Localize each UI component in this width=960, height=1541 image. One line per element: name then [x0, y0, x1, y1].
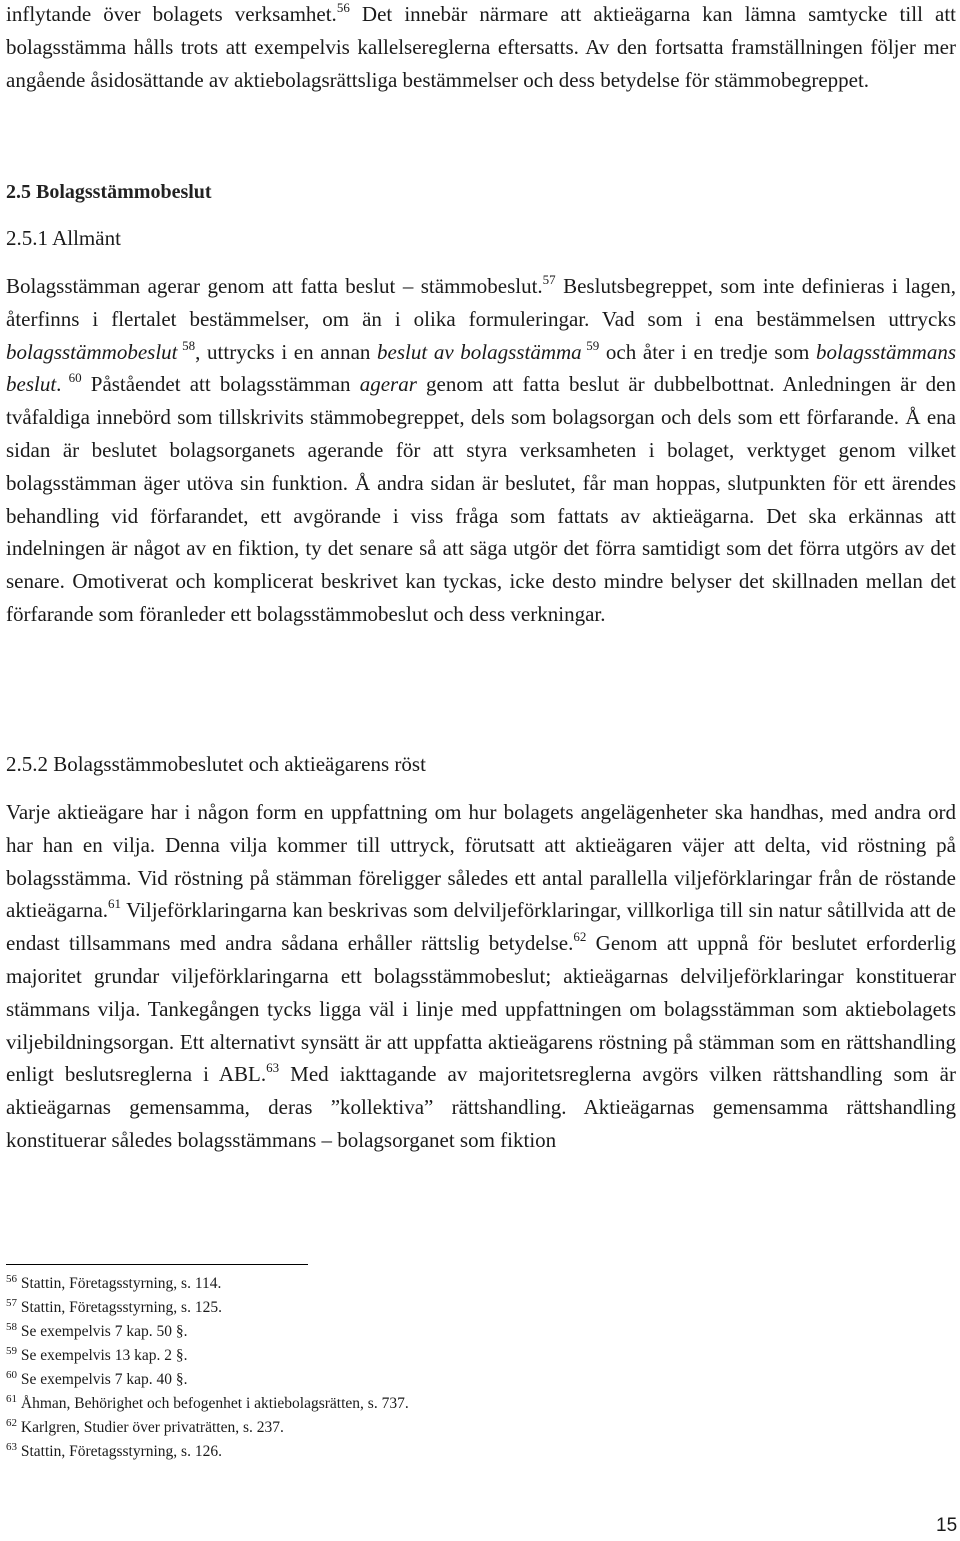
footnote-ref-56: 56 — [336, 0, 350, 15]
footnote — [6, 1440, 409, 1464]
text-run: Påståendet att bolagsstämman — [81, 372, 360, 397]
paragraph-continuation — [6, 0, 956, 96]
text-run: , uttrycks i en annan — [195, 339, 378, 364]
footnote-ref-58: 58 — [177, 337, 196, 353]
subsection-heading-allmant: 2.5.1 Allmänt — [6, 226, 121, 250]
footnote — [6, 1392, 409, 1416]
footnote-ref-61: 61 — [108, 896, 122, 912]
footnote — [6, 1272, 409, 1296]
text-run: . — [56, 372, 62, 397]
paragraph-rost — [6, 796, 956, 1157]
footnote-ref-57: 57 — [542, 272, 556, 287]
footnote-number: 59 — [6, 1345, 17, 1357]
text-run: Det innebär närmare att aktieägarna kan lämna samtycke till att bolagsstämma hålls trots att exempelvis kallelsereglerna eftersatts. Av den fortsatta framställningen följer mer angående åsidosättande av aktiebolagsrättsliga bestämmelser och dess betydelse för stämmobegreppet. — [6, 2, 956, 92]
text-run: Beslutsbegreppet, som inte definieras i lagen, återfinns i flertalet bestämmelser, om än i olika formuleringar. Vad som i ena bestämmelsen uttrycks — [6, 274, 957, 331]
footnotes — [6, 1272, 409, 1464]
footnote-ref-62: 62 — [573, 929, 587, 945]
footnote-number: 63 — [6, 1441, 17, 1453]
footnote-ref-59: 59 — [581, 337, 600, 353]
subsection-heading-rost: 2.5.2 Bolagsstämmobeslutet och aktieägarens röst — [6, 752, 426, 776]
footnote-separator — [6, 1264, 308, 1265]
footnote-text: Åhman, Behörighet och befogenhet i aktiebolagsrätten, s. 737. — [20, 1395, 409, 1412]
footnote-text: Se exempelvis 7 kap. 40 §. — [20, 1371, 188, 1388]
text-run: inflytande över bolagets verksamhet. — [6, 2, 337, 26]
footnote-text: Stattin, Företagsstyrning, s. 125. — [20, 1299, 222, 1316]
footnote-text: Karlgren, Studier över privaträtten, s. 237. — [20, 1419, 284, 1436]
footnote-number: 62 — [6, 1417, 17, 1429]
italic-term: bolagsstämmans beslut — [6, 339, 957, 397]
footnote-number: 61 — [6, 1393, 17, 1405]
text-run: och åter i en tredje som — [599, 339, 816, 364]
italic-term: beslut av bolagsstämma — [377, 339, 582, 364]
footnote-text: Se exempelvis 7 kap. 50 §. — [20, 1323, 188, 1340]
footnote-ref-63: 63 — [266, 1060, 280, 1076]
footnote-number: 57 — [6, 1297, 17, 1309]
footnote — [6, 1368, 409, 1392]
footnote-number: 56 — [6, 1273, 17, 1285]
section-heading: 2.5 Bolagsstämmobeslut — [6, 181, 212, 203]
footnote-number: 58 — [6, 1321, 17, 1333]
footnote — [6, 1296, 409, 1320]
text-run: Bolagsstämman agerar genom att fatta beslut – stämmobeslut. — [6, 274, 543, 298]
footnote-text: Se exempelvis 13 kap. 2 §. — [20, 1347, 188, 1364]
footnote-text: Stattin, Företagsstyrning, s. 126. — [20, 1443, 222, 1460]
text-run: Viljeförklaringarna kan beskrivas som delviljeförklaringar, villkorliga till sin natur såtillvida att de endast tillsammans med andra sådana erhåller rättslig betydelse. — [6, 898, 956, 956]
footnote-text: Stattin, Företagsstyrning, s. 114. — [20, 1275, 222, 1292]
footnote-number: 60 — [6, 1369, 17, 1381]
text-run: Med iakttagande av majoritetsreglerna avgörs vilken rättshandling som är aktieägarnas gemensamma, deras ”kollektiva” rättshandling. Aktieägarnas gemensamma rättshandling konstituerar således bolagsstämmans – bolagsorganet som fiktion — [6, 1062, 956, 1152]
italic-term: agerar — [359, 372, 417, 397]
paragraph-allmant — [6, 270, 956, 631]
text-run: Varje aktieägare har i någon form en uppfattning om hur bolagets angelägenheter ska handhas, med andra ord har han en vilja. Denna vilja kommer till uttryck, förutsatt att aktieägaren väjer att delta, vid röstning på bolagsstämma. Vid röstning på stämman föreligger således ett antal parallella viljeförklaringar från de röstande aktieägarna. — [6, 800, 956, 923]
text-run: Genom att uppnå för beslutet erforderlig majoritet grundar viljeförklaringarna ett bolagsstämmobeslut; aktieägarnas delviljeförklaringar konstituerar stämmans vilja. Tankegången tycks ligga väl i linje med uppfattningen om bolagsstämman som aktiebolagets viljebildningsorgan. Ett alternativt synsätt är att uppfatta aktieägarens röstning på stämman som en rättshandling enligt beslutsreglerna i ABL. — [6, 931, 957, 1087]
text-run: genom att fatta beslut är dubbelbottnat. Anledningen är den tvåfaldiga innebörd som tillskrivits stämmobegreppet, dels som bolagsorgan och dels som ett förfarande. Å ena sidan är beslutet bolagsorganets agerande för att styra verksamheten i bolaget, verktyget genom vilket bolagsstämman äger utöva sin funktion. Å andra sidan är beslutet, får man hoppas, slutpunkten för ett ärendes behandling vid förfarandet, ett avgörande i viss fråga som fattats av aktieägarna. Det ska erkännas att indelningen är något av en fiktion, ty det senare så att säga utgör det förra samtidigt som det förra utgörs av det senare. Omotiverat och komplicerat beskrivet kan tyckas, icke desto mindre belyser det skillnaden mellan det förfarande som föranleder ett bolagsstämmobeslut och dess verkningar. — [6, 372, 956, 626]
footnote — [6, 1416, 409, 1440]
footnote — [6, 1344, 409, 1368]
page-number: 15 — [936, 1515, 958, 1536]
footnote-ref-60: 60 — [61, 370, 82, 386]
footnote — [6, 1320, 409, 1344]
italic-term: bolagsstämmobeslut — [6, 339, 178, 364]
